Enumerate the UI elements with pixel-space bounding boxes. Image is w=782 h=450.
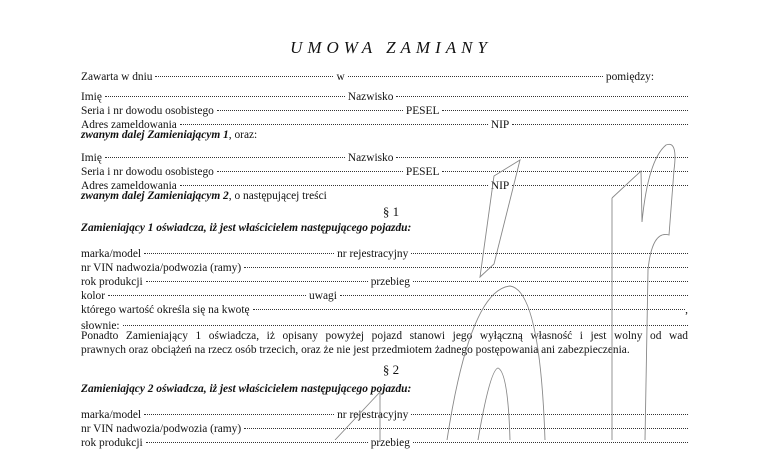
s2-reg-field[interactable] [411,404,688,418]
party1-first-name-field[interactable] [105,86,345,100]
make-label: marka/model [81,409,142,421]
s1-statement [81,329,688,357]
place-field[interactable] [348,66,603,80]
mileage-label: przebieg [370,437,410,449]
designation-rest: , o następującej treści [228,190,327,202]
value-comma: , [685,304,688,316]
between-label: pomiędzy: [605,71,654,83]
pesel-label: PESEL [405,166,440,178]
date-label: Zawarta w dniu [81,71,153,83]
place-label: w [336,71,345,83]
designation-text: zwanym dalej Zamieniającym 1 [81,129,229,141]
vin-label: nr VIN nadwozia/podwozia (ramy) [81,262,242,274]
nip-label: NIP [490,119,510,131]
party2-pesel-field[interactable] [442,161,688,175]
party2-first-name-field[interactable] [105,147,345,161]
section-1-heading: Zamieniający 1 oświadcza, iż jest właścicielem następującego pojazdu: [81,222,412,234]
last-name-label: Nazwisko [347,152,394,164]
statement-line-1: Ponadto Zamieniający 1 oświadcza, iż opisany powyżej pojazd stanowi jego wyłączną własność i jest wolny od wad [81,330,688,342]
id-label: Seria i nr dowodu osobistego [81,166,214,178]
party2-address-field[interactable] [180,175,488,189]
pesel-label: PESEL [405,105,440,117]
party1-last-name-field[interactable] [396,86,688,100]
value-label: którego wartość określa się na kwotę [81,304,250,316]
last-name-label: Nazwisko [347,91,394,103]
party2-id-field[interactable] [217,161,403,175]
party1-nip-field[interactable] [512,114,688,128]
id-label: Seria i nr dowodu osobistego [81,105,214,117]
intro-line [81,66,688,84]
s1-in-words-field[interactable] [123,315,688,329]
s1-reg-field[interactable] [411,243,688,257]
party2-nip-field[interactable] [512,175,688,189]
party2-last-name-field[interactable] [396,147,688,161]
reg-label: nr rejestracyjny [337,409,409,421]
party1-id-field[interactable] [217,100,403,114]
party1-designation [81,128,688,142]
reg-label: nr rejestracyjny [337,248,409,260]
s2-mileage-field[interactable] [413,432,688,446]
s1-notes-field[interactable] [340,285,688,299]
document-title: UMOWA ZAMIANY [290,38,492,57]
s2-make-field[interactable] [144,404,334,418]
date-field[interactable] [155,66,333,80]
s2-year-line [81,432,688,450]
first-name-label: Imię [81,152,102,164]
s1-year-field[interactable] [146,271,368,285]
section-1-number: § 1 [382,204,400,219]
s1-color-field[interactable] [108,285,306,299]
designation-text: zwanym dalej Zamieniającym 2 [81,190,229,202]
year-label: rok produkcji [81,437,143,449]
party1-pesel-field[interactable] [442,100,688,114]
vin-label: nr VIN nadwozia/podwozia (ramy) [81,423,242,435]
section-2-heading: Zamieniający 2 oświadcza, iż jest właścicielem następującego pojazdu: [81,383,412,395]
section-2-number: § 2 [382,362,400,377]
designation-rest: , oraz: [228,129,258,141]
s2-year-field[interactable] [146,432,368,446]
color-label: kolor [81,290,106,302]
year-label: rok produkcji [81,276,143,288]
mileage-label: przebieg [370,276,410,288]
party2-designation [81,189,688,203]
s2-vin-field[interactable] [244,418,688,432]
address-label: Adres zameldowania [81,119,177,131]
in-words-label: słownie: [81,320,120,332]
s1-mileage-field[interactable] [413,271,688,285]
notes-label: uwagi [309,290,337,302]
nip-label: NIP [490,180,510,192]
make-label: marka/model [81,248,142,260]
s1-make-field[interactable] [144,243,334,257]
statement-line-2: prawnych oraz obciążeń na rzecz osób trzecich, oraz że nie jest przedmiotem żadnego postępowania ani zabezpieczenia. [81,344,630,356]
s1-value-field[interactable] [253,299,686,313]
address-label: Adres zameldowania [81,180,177,192]
s1-vin-field[interactable] [244,257,688,271]
first-name-label: Imię [81,91,102,103]
party1-address-field[interactable] [180,114,488,128]
